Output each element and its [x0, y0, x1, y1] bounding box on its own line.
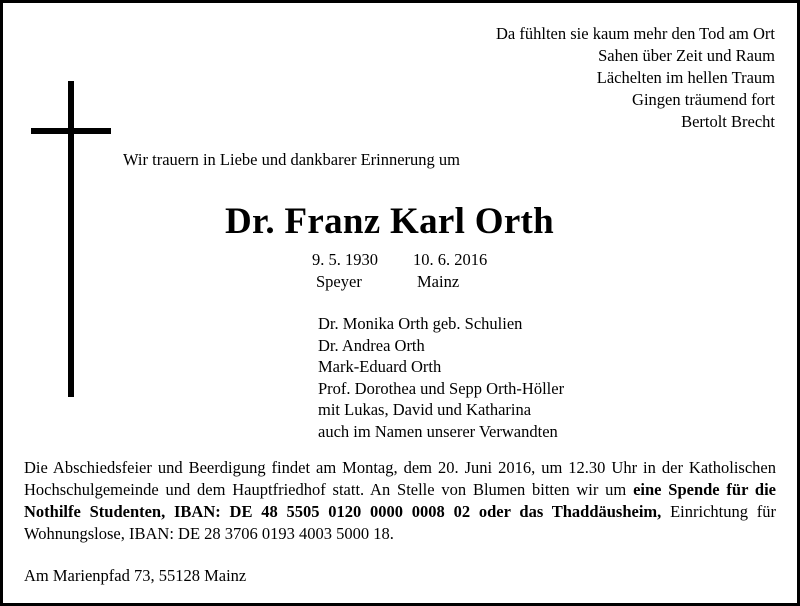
death-place: Mainz [417, 272, 460, 291]
poem-author: Bertolt Brecht [681, 112, 775, 131]
mourner-4: Prof. Dorothea und Sepp Orth-Höller [318, 378, 565, 398]
mourner-3: Mark-Eduard Orth [318, 357, 442, 376]
death-date: 10. 6. 2016 [413, 250, 488, 269]
cross-horizontal-bar [31, 128, 111, 134]
mourner-1: Dr. Monika Orth geb. Schulien [318, 314, 523, 333]
funeral-notice [24, 457, 776, 545]
notice-text-1: Die Abschiedsfeier und Beerdigung findet am Montag, dem 20. Juni 2016, um 12.30 Uhr in der Katholischen Hochschulgemeinde und dem Hauptfriedhof statt. An Stelle von Blumen bitten wir um [24, 458, 776, 499]
poem-quote [496, 23, 775, 133]
notice-donation-bold: eine Spende für die Nothilfe Studenten, IBAN: DE 48 5505 0120 0000 0008 02 oder das Thaddäusheim, [24, 480, 777, 521]
birth-date: 9. 5. 1930 [312, 250, 378, 269]
mourner-6: auch im Namen unserer Verwandten [318, 421, 558, 441]
deceased-name: Dr. Franz Karl Orth [225, 201, 555, 242]
birth-place: Speyer [316, 272, 362, 291]
poem-line-3: Lächelten im hellen Traum [596, 68, 775, 87]
death-info [413, 249, 487, 293]
poem-line-1: Da fühlten sie kaum mehr den Tod am Ort [496, 24, 775, 43]
notice-text-2: Einrichtung für Wohnungslose, IBAN: DE 28 3706 0193 4003 5000 18. [24, 502, 776, 543]
mourner-5: mit Lukas, David und Katharina [318, 400, 532, 419]
poem-line-4: Gingen träumend fort [632, 90, 775, 109]
birth-info [312, 249, 378, 293]
poem-line-2: Sahen über Zeit und Raum [598, 46, 775, 65]
family-address: Am Marienpfad 73, 55128 Mainz [24, 566, 247, 585]
mourners-list [318, 313, 564, 442]
mourner-2: Dr. Andrea Orth [318, 335, 425, 355]
mourning-intro: Wir trauern in Liebe und dankbarer Erinnerung um [123, 150, 461, 169]
